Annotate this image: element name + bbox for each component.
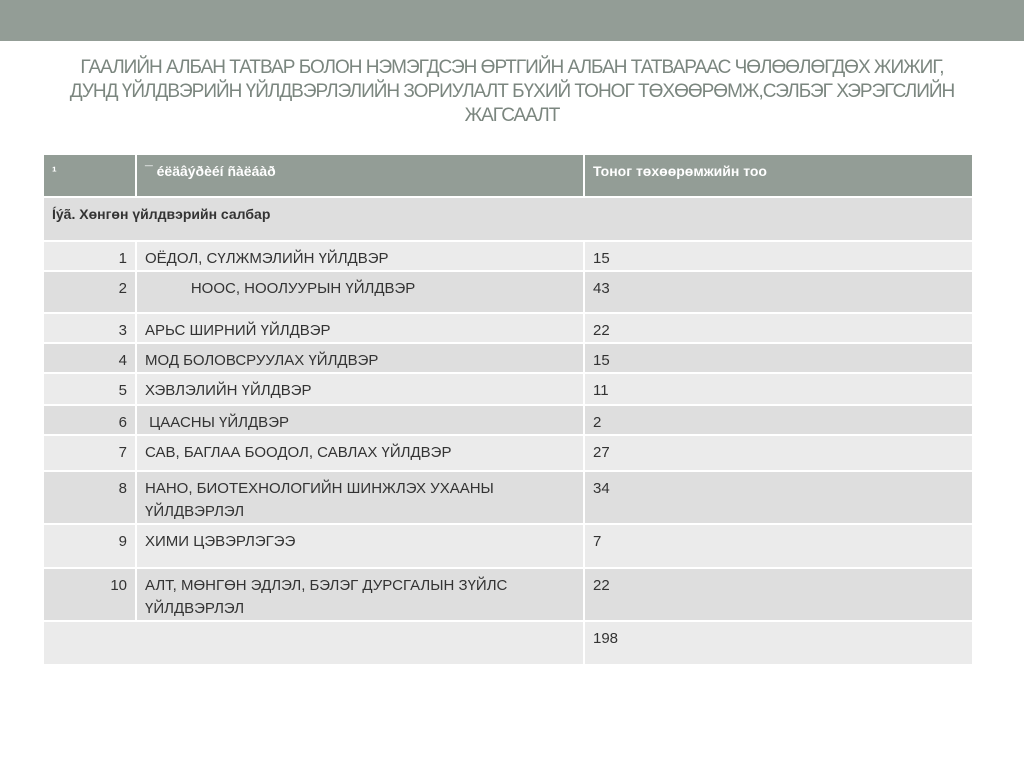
total-label-cell [43,621,584,665]
row-equipment-count: 27 [584,435,973,471]
section-label: Íýã. Хөнгөн үйлдвэрийн салбар [43,197,973,241]
slide-title [40,56,984,128]
table-row [43,343,973,373]
row-equipment-count: 34 [584,471,973,524]
table-row [43,405,973,435]
table-row [43,524,973,568]
top-band [0,0,1024,41]
row-number: 8 [43,471,136,524]
row-equipment-count: 2 [584,405,973,435]
total-row [43,621,973,665]
row-sector-name: НАНО, БИОТЕХНОЛОГИЙН ШИНЖЛЭХ УХААНЫ ҮЙЛДВЭРЛЭЛ [136,471,584,524]
row-sector-name: МОД БОЛОВСРУУЛАХ ҮЙЛДВЭР [136,343,584,373]
header-equipment-count: Тоног төхөөрөмжийн тоо [584,154,973,197]
row-number: 1 [43,241,136,271]
row-equipment-count: 15 [584,343,973,373]
table-row [43,241,973,271]
row-equipment-count: 43 [584,271,973,313]
row-number: 9 [43,524,136,568]
section-row [43,197,973,241]
row-sector-name: ОЁДОЛ, СҮЛЖМЭЛИЙН ҮЙЛДВЭР [136,241,584,271]
row-equipment-count: 7 [584,524,973,568]
table-row [43,471,973,524]
row-number: 3 [43,313,136,343]
table-row [43,271,973,313]
row-number: 5 [43,373,136,405]
header-number: ¹ [43,154,136,197]
table-header-row [43,154,973,197]
row-sector-name: НООС, НООЛУУРЫН ҮЙЛДВЭР [136,271,584,313]
row-equipment-count: 11 [584,373,973,405]
row-number: 2 [43,271,136,313]
row-sector-name: АРЬС ШИРНИЙ ҮЙЛДВЭР [136,313,584,343]
row-sector-name: ХЭВЛЭЛИЙН ҮЙЛДВЭР [136,373,584,405]
row-equipment-count: 22 [584,313,973,343]
row-number: 4 [43,343,136,373]
row-number: 6 [43,405,136,435]
header-sector: ¯ éëäâýðèéí ñàëáàð [136,154,584,197]
row-number: 7 [43,435,136,471]
table-row [43,313,973,343]
slide-title-line-2: ДУНД ҮЙЛДВЭРИЙН ҮЙЛДВЭРЛЭЛИЙН ЗОРИУЛАЛТ БҮХИЙ ТОНОГ ТӨХӨӨРӨМЖ,СЭЛБЭГ ХЭРЭГСЛИЙН [69,81,955,102]
table-row [43,435,973,471]
equipment-table [42,153,974,666]
table-row [43,373,973,405]
total-equipment-count: 198 [584,621,973,665]
slide-title-line-1: ГААЛИЙН АЛБАН ТАТВАР БОЛОН НЭМЭГДСЭН ӨРТГИЙН АЛБАН ТАТВАРААС ЧӨЛӨӨЛӨГДӨХ ЖИЖИГ, [80,57,944,78]
row-sector-name: САВ, БАГЛАА БООДОЛ, САВЛАХ ҮЙЛДВЭР [136,435,584,471]
row-number: 10 [43,568,136,621]
row-sector-name: АЛТ, МӨНГӨН ЭДЛЭЛ, БЭЛЭГ ДУРСГАЛЫН ЗҮЙЛС ҮЙЛДВЭРЛЭЛ [136,568,584,621]
row-equipment-count: 15 [584,241,973,271]
row-equipment-count: 22 [584,568,973,621]
slide-title-line-3: ЖАГСААЛТ [464,105,560,126]
row-sector-name: ХИМИ ЦЭВЭРЛЭГЭЭ [136,524,584,568]
table-row [43,568,973,621]
row-sector-name: ЦААСНЫ ҮЙЛДВЭР [136,405,584,435]
